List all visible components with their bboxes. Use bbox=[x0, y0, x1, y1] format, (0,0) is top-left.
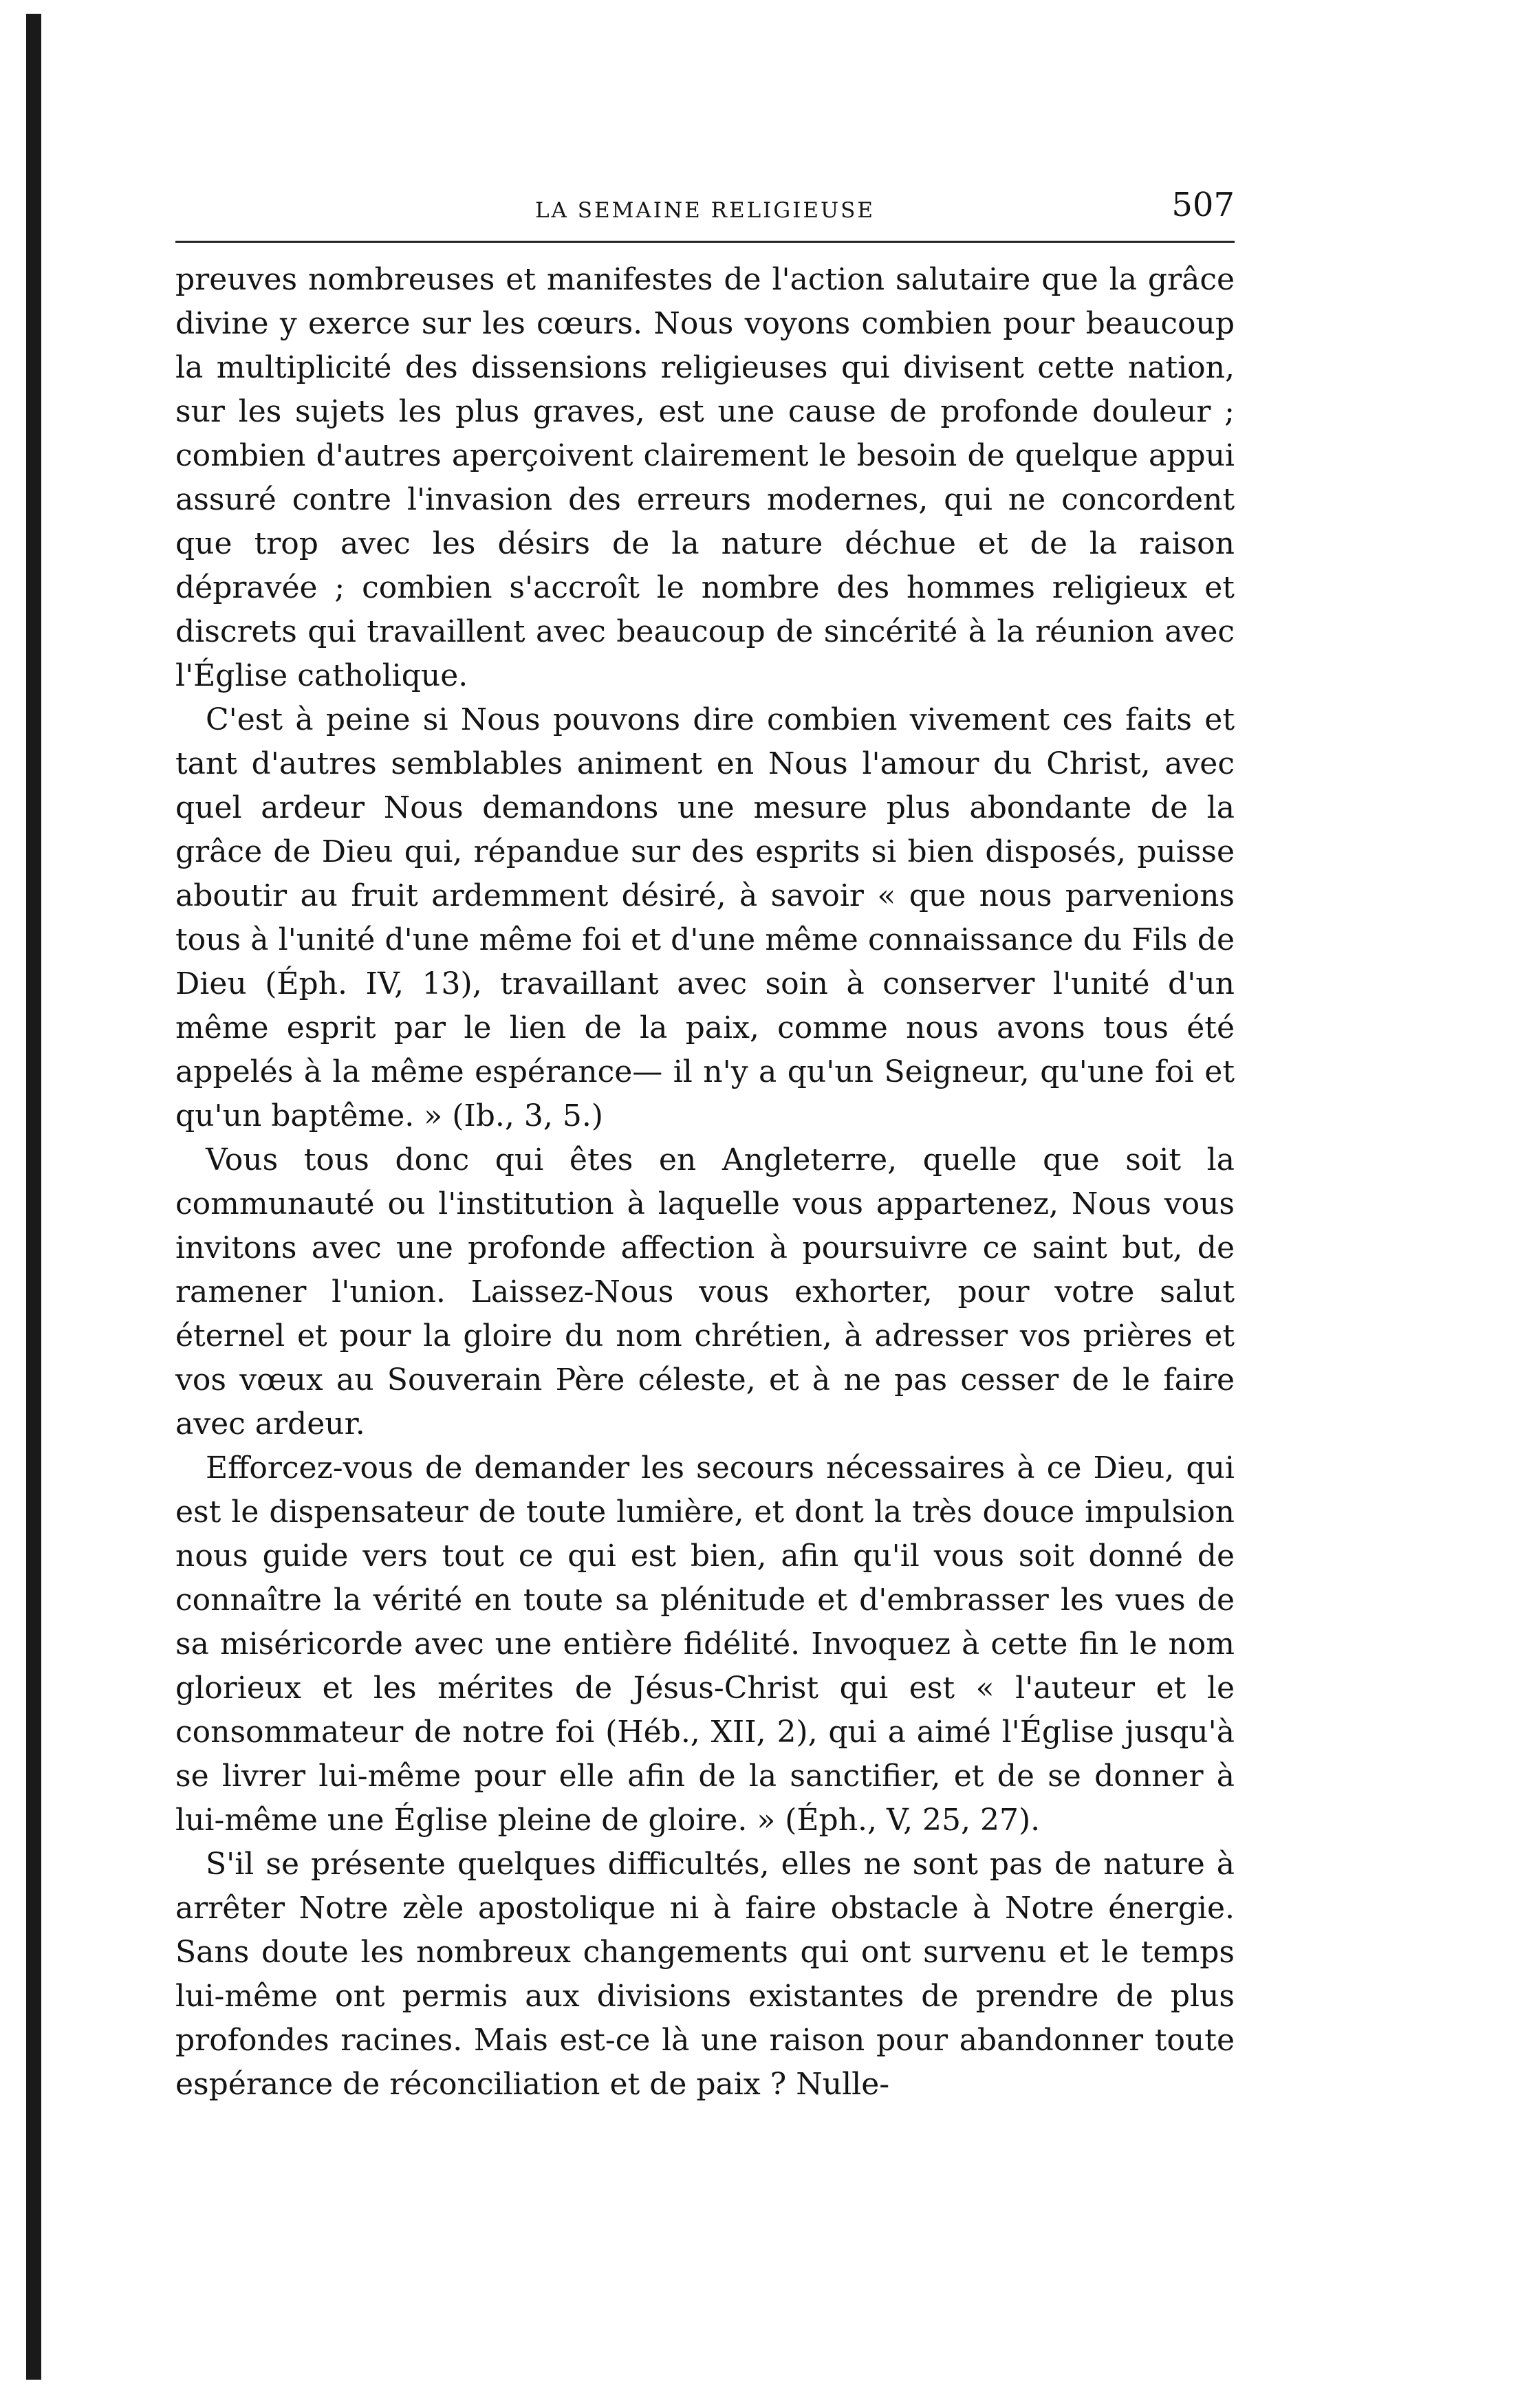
header-title: LA SEMAINE RELIGIEUSE bbox=[534, 198, 876, 223]
paragraph: Efforcez-vous de demander les secours nécessaires à ce Dieu, qui est le dispensateur de toute lumière, et dont la très douce impulsion nous guide vers tout ce qui est bien, afin qu'il vous soit donné de connaître la vérité en toute sa plénitude et d'embrasser les vues de sa miséricorde avec une entière fidélité. Invoquez à cette fin le nom glorieux et les mérites de Jésus-Christ qui est « l'auteur et le consommateur de notre foi (Héb., XII, 2), qui a aimé l'Église jusqu'à se livrer lui-même pour elle afin de la sanctifier, et de se donner à lui-même une Église pleine de gloire. » (Éph., V, 25, 27). bbox=[175, 1451, 1235, 1838]
paragraph: Vous tous donc qui êtes en Angleterre, quelle que soit la communauté ou l'institution à laquelle vous appartenez, Nous vous invitons avec une profonde affection à poursuivre ce saint but, de ramener l'union. Laissez-Nous vous exhorter, pour votre salut éternel et pour la gloire du nom chrétien, à adresser vos prières et vos vœux au Souverain Père céleste, et à ne pas cesser de le faire avec ardeur. bbox=[175, 1142, 1235, 1442]
running-head bbox=[175, 186, 1235, 243]
body-text bbox=[175, 258, 1235, 2107]
binding-edge bbox=[26, 14, 41, 2380]
page-text bbox=[175, 186, 1235, 2107]
paragraph: S'il se présente quelques difficultés, elles ne sont pas de nature à arrêter Notre zèle apostolique ni à faire obstacle à Notre énergie. Sans doute les nombreux changements qui ont survenu et le temps lui-même ont permis aux divisions existantes de prendre de plus profondes racines. Mais est-ce là une raison pour abandonner toute espérance de réconciliation et de paix ? Nulle- bbox=[175, 1847, 1235, 2102]
paragraph: C'est à peine si Nous pouvons dire combien vivement ces faits et tant d'autres semblables animent en Nous l'amour du Christ, avec quel ardeur Nous demandons une mesure plus abondante de la grâce de Dieu qui, répandue sur des esprits si bien disposés, puisse aboutir au fruit ardemment désiré, à savoir « que nous parvenions tous à l'unité d'une même foi et d'une même connaissance du Fils de Dieu (Éph. IV, 13), travaillant avec soin à conserver l'unité d'un même esprit par le lien de la paix, comme nous avons tous été appelés à la même espérance— il n'y a qu'un Seigneur, qu'une foi et qu'un baptême. » (Ib., 3, 5.) bbox=[175, 702, 1235, 1133]
page-number: 507 bbox=[1171, 186, 1235, 224]
paragraph-continued: preuves nombreuses et manifestes de l'action salutaire que la grâce divine y exerce sur les cœurs. Nous voyons combien pour beaucoup la multiplicité des dissensions religieuses qui divisent cette nation, sur les sujets les plus graves, est une cause de profonde douleur ; combien d'autres aperçoivent clairement le besoin de quelque appui assuré contre l'invasion des erreurs modernes, qui ne concordent que trop avec les désirs de la nature déchue et de la raison dépravée ; combien s'accroît le nombre des hommes religieux et discrets qui travaillent avec beaucoup de sincérité à la réunion avec l'Église catholique. bbox=[175, 262, 1235, 693]
